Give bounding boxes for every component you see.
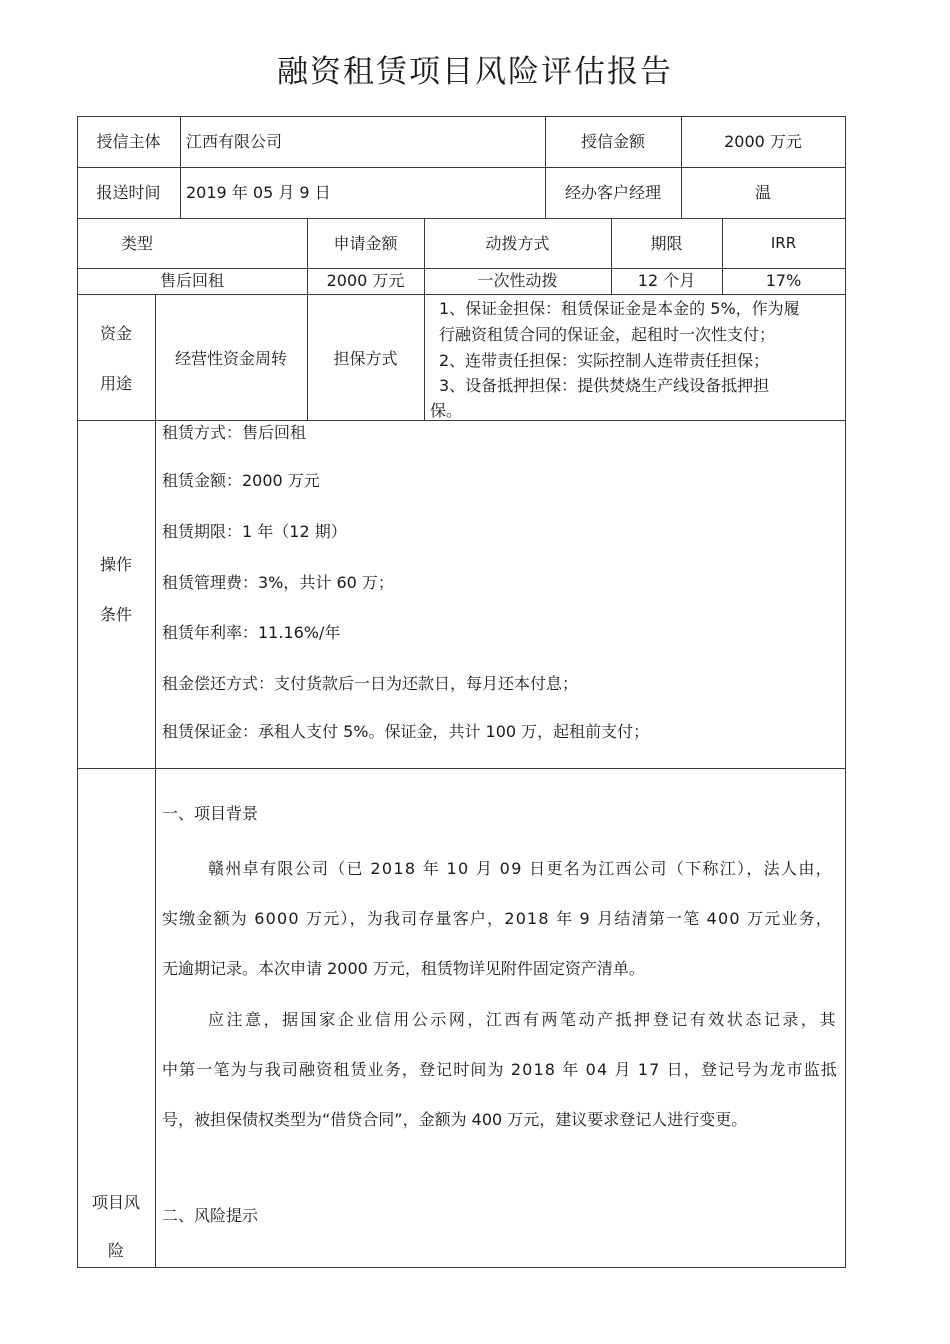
cell-disbursement: 一次性动拨 [477, 271, 558, 290]
funds-label-line1: 资金 [99, 324, 132, 343]
funds-purpose: 经营性资金周转 [174, 349, 287, 368]
list-item: 租赁年利率：11.16%/年 [162, 623, 341, 642]
credit-subject-label: 授信主体 [96, 132, 161, 151]
column-header-disbursement: 动拨方式 [485, 234, 550, 253]
page-title: 融资租赁项目风险评估报告 [277, 54, 673, 90]
manager-value: 温 [754, 183, 771, 202]
column-header-irr: IRR [770, 234, 797, 252]
credit-subject-value: 江西有限公司 [186, 132, 283, 151]
column-header-term: 期限 [650, 234, 683, 253]
paragraph-line: 号，被担保债权类型为“借贷合同”，金额为 400 万元，建议要求登记人进行变更。 [162, 1110, 748, 1129]
risk-label-line1: 项目风 [91, 1193, 140, 1212]
manager-label: 经办客户经理 [564, 183, 661, 202]
guarantee-label: 担保方式 [333, 349, 398, 368]
guarantee-line: 1、保证金担保：租赁保证金是本金的 5%，作为履 [439, 299, 800, 318]
paragraph-line: 应注意，据国家企业信用公示网，江西有两笔动产抵押登记有效状态记录，其 [208, 1010, 838, 1029]
section-heading-risk-tips: 二、风险提示 [162, 1206, 259, 1225]
submit-time-label: 报送时间 [96, 183, 161, 202]
guarantee-line: 保。 [430, 401, 463, 420]
paragraph-line: 中第一笔为与我司融资租赁业务，登记时间为 2018 年 04 月 17 日，登记号为龙市监抵 [162, 1060, 838, 1079]
list-item: 租金偿还方式：支付货款后一日为还款日，每月还本付息； [162, 674, 579, 693]
list-item: 租赁金额：2000 万元 [162, 471, 320, 490]
funds-label-line2: 用途 [99, 374, 132, 393]
paragraph-line: 赣州卓有限公司（已 2018 年 10 月 09 日更名为江西公司（下称江），法人由， [208, 859, 833, 878]
operation-label-line2: 条件 [99, 605, 132, 624]
column-header-type: 类型 [120, 234, 153, 253]
guarantee-line: 3、设备抵押担保：提供焚烧生产线设备抵押担 [439, 376, 770, 395]
operation-label-line1: 操作 [99, 555, 132, 574]
paragraph-line: 实缴金额为 6000 万元），为我司存量客户，2018 年 9 月结清第一笔 400 万元业务， [162, 909, 833, 928]
guarantee-line: 2、连带责任担保：实际控制人连带责任担保； [439, 351, 770, 370]
credit-amount-value: 2000 万元 [724, 132, 802, 151]
list-item: 租赁方式：售后回租 [162, 423, 307, 442]
cell-type: 售后回租 [159, 271, 224, 290]
submit-time-value: 2019 年 05 月 9 日 [186, 183, 331, 202]
paragraph-line: 无逾期记录。本次申请 2000 万元，租赁物详见附件固定资产清单。 [162, 959, 645, 978]
list-item: 租赁期限：1 年（12 期） [162, 522, 347, 541]
list-item: 租赁保证金：承租人支付 5%。保证金，共计 100 万，起租前支付； [162, 722, 650, 741]
cell-term: 12 个月 [637, 271, 696, 290]
column-header-amount: 申请金额 [333, 234, 398, 253]
list-item: 租赁管理费：3%，共计 60 万； [162, 573, 394, 592]
credit-amount-label: 授信金额 [580, 132, 645, 151]
section-heading-background: 一、项目背景 [162, 804, 259, 823]
cell-irr: 17% [765, 271, 802, 290]
cell-amount: 2000 万元 [326, 271, 405, 290]
risk-label-line2: 险 [107, 1241, 124, 1260]
guarantee-line: 行融资租赁合同的保证金，起租时一次性支付； [439, 325, 776, 344]
